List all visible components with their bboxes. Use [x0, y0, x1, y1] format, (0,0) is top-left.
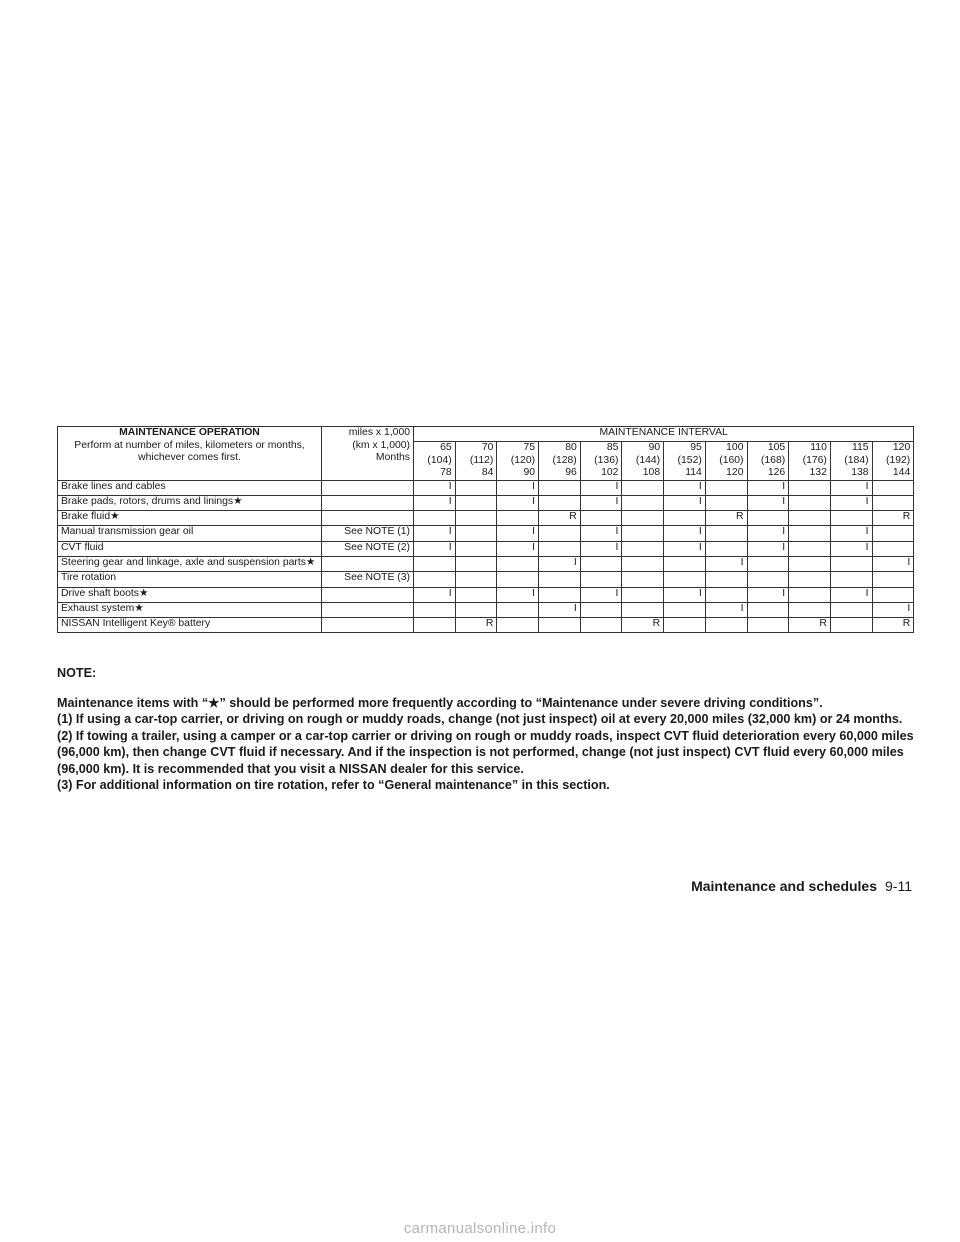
- interval-cell: I: [497, 587, 539, 602]
- interval-cell: [497, 556, 539, 571]
- interval-column-header: [414, 442, 456, 481]
- interval-cell: I: [580, 495, 622, 510]
- maintenance-item: Steering gear and linkage, axle and suspension parts★: [58, 556, 322, 571]
- interval-cell: [497, 602, 539, 617]
- maintenance-item: Exhaust system★: [58, 602, 322, 617]
- interval-km: (104): [427, 454, 452, 466]
- interval-cell: I: [414, 495, 456, 510]
- interval-column-header: [747, 442, 789, 481]
- interval-cell: I: [580, 587, 622, 602]
- operation-title: MAINTENANCE OPERATION: [119, 427, 260, 438]
- section-title: Maintenance and schedules: [691, 878, 878, 894]
- interval-cell: [789, 602, 831, 617]
- interval-cell: [539, 495, 581, 510]
- table-row: [58, 602, 914, 617]
- maintenance-item: Brake lines and cables: [58, 480, 322, 495]
- page-footer: [691, 878, 912, 894]
- interval-cell: [622, 572, 664, 587]
- interval-cell: [539, 572, 581, 587]
- interval-km: (176): [802, 454, 827, 466]
- interval-cell: I: [830, 480, 872, 495]
- item-note-ref: [322, 587, 414, 602]
- interval-cell: [789, 526, 831, 541]
- interval-cell: I: [664, 480, 706, 495]
- interval-column-header: [622, 442, 664, 481]
- interval-miles: 120: [892, 442, 911, 453]
- schedule-body: [58, 480, 914, 633]
- interval-cell: [455, 495, 497, 510]
- interval-column-header: [455, 442, 497, 481]
- interval-cell: [414, 511, 456, 526]
- note-1: (1) If using a car-top carrier, or driving on rough or muddy roads, change (not just inspect) oil at every 20,000 miles (32,000 km) or 24 months.: [57, 712, 903, 726]
- notes-section: [57, 665, 915, 794]
- interval-cell: [622, 587, 664, 602]
- interval-cell: [622, 526, 664, 541]
- interval-cell: [664, 511, 706, 526]
- interval-miles: 75: [523, 442, 536, 453]
- operation-description: Perform at number of miles, kilometers or months, whichever comes first.: [74, 439, 305, 463]
- table-row: [58, 526, 914, 541]
- interval-cell: I: [414, 587, 456, 602]
- interval-cell: [705, 572, 747, 587]
- interval-cell: [622, 495, 664, 510]
- note-severe: Maintenance items with “★” should be performed more frequently according to “Maintenance under severe driving conditions”.: [57, 695, 823, 710]
- watermark[interactable]: carmanualsonline.info: [403, 1220, 557, 1237]
- table-row: [58, 480, 914, 495]
- interval-cell: I: [747, 495, 789, 510]
- interval-miles: 80: [565, 442, 577, 453]
- interval-cell: [497, 511, 539, 526]
- interval-cell: I: [497, 526, 539, 541]
- interval-cell: [539, 618, 581, 633]
- interval-months: 108: [642, 467, 661, 478]
- interval-km: (128): [552, 454, 577, 466]
- interval-cell: I: [747, 480, 789, 495]
- interval-cell: [580, 602, 622, 617]
- interval-cell: [580, 556, 622, 571]
- interval-cell: [872, 587, 914, 602]
- interval-months: 96: [565, 467, 577, 478]
- item-note-ref: See NOTE (3): [322, 572, 414, 587]
- interval-miles: 100: [726, 442, 744, 453]
- interval-cell: [455, 480, 497, 495]
- item-note-ref: [322, 602, 414, 617]
- item-note-ref: [322, 511, 414, 526]
- interval-months: 90: [523, 467, 536, 478]
- table-row: [58, 511, 914, 526]
- interval-km: (112): [469, 454, 494, 466]
- interval-cell: [789, 480, 831, 495]
- interval-cell: [872, 572, 914, 587]
- interval-cell: I: [414, 480, 456, 495]
- interval-miles: 95: [690, 442, 702, 453]
- interval-cell: [789, 511, 831, 526]
- interval-cell: [455, 511, 497, 526]
- interval-cell: [664, 572, 706, 587]
- notes-title: NOTE:: [57, 666, 97, 680]
- interval-cell: [539, 587, 581, 602]
- interval-miles: 90: [648, 442, 661, 453]
- interval-cell: [414, 618, 456, 633]
- interval-km: (144): [635, 454, 661, 466]
- interval-cell: [872, 495, 914, 510]
- maintenance-item: NISSAN Intelligent Key® battery: [58, 618, 322, 633]
- interval-cell: [580, 572, 622, 587]
- interval-cell: I: [747, 587, 789, 602]
- interval-cell: [789, 495, 831, 510]
- interval-cell: [830, 618, 872, 633]
- interval-column-header: [497, 442, 539, 481]
- interval-cell: [497, 572, 539, 587]
- interval-cell: I: [664, 541, 706, 556]
- interval-cell: R: [455, 618, 497, 633]
- interval-cell: I: [872, 556, 914, 571]
- interval-cell: [664, 618, 706, 633]
- interval-cell: [455, 587, 497, 602]
- interval-miles: 115: [851, 442, 869, 453]
- interval-months: 120: [726, 467, 744, 478]
- interval-months: 144: [892, 467, 911, 478]
- maintenance-schedule-table: [57, 426, 914, 633]
- interval-km: (152): [677, 454, 702, 466]
- interval-cell: I: [497, 541, 539, 556]
- interval-cell: R: [789, 618, 831, 633]
- interval-cell: [622, 541, 664, 556]
- interval-cell: R: [872, 511, 914, 526]
- interval-cell: [580, 511, 622, 526]
- interval-miles: 85: [606, 442, 619, 453]
- interval-cell: [705, 541, 747, 556]
- interval-cell: I: [872, 602, 914, 617]
- maintenance-item: Brake pads, rotors, drums and linings★: [58, 495, 322, 510]
- item-note-ref: [322, 618, 414, 633]
- interval-cell: I: [497, 495, 539, 510]
- interval-column-header: [664, 442, 706, 481]
- interval-km: (136): [594, 454, 619, 466]
- interval-cell: [414, 572, 456, 587]
- interval-cell: I: [580, 480, 622, 495]
- interval-cell: [830, 511, 872, 526]
- interval-cell: I: [414, 526, 456, 541]
- interval-cell: [747, 572, 789, 587]
- interval-cell: R: [872, 618, 914, 633]
- interval-km: (184): [844, 454, 869, 466]
- interval-cell: [622, 511, 664, 526]
- interval-title: MAINTENANCE INTERVAL: [414, 427, 914, 442]
- interval-cell: [789, 572, 831, 587]
- interval-cell: I: [414, 541, 456, 556]
- maintenance-item: Drive shaft boots★: [58, 587, 322, 602]
- maintenance-item: Brake fluid★: [58, 511, 322, 526]
- interval-cell: [789, 587, 831, 602]
- interval-cell: I: [664, 526, 706, 541]
- interval-cell: I: [747, 526, 789, 541]
- interval-cell: [455, 541, 497, 556]
- interval-cell: I: [580, 541, 622, 556]
- interval-cell: I: [580, 526, 622, 541]
- interval-km: (120): [510, 454, 536, 466]
- interval-cell: I: [830, 541, 872, 556]
- interval-column-header: [830, 442, 872, 481]
- interval-km: (192): [885, 454, 911, 466]
- interval-cell: [872, 526, 914, 541]
- interval-cell: [664, 556, 706, 571]
- interval-cell: [497, 618, 539, 633]
- interval-cell: [830, 556, 872, 571]
- interval-cell: I: [539, 556, 581, 571]
- interval-months: 78: [440, 467, 452, 478]
- interval-cell: I: [830, 495, 872, 510]
- interval-cell: [872, 480, 914, 495]
- interval-cell: [830, 602, 872, 617]
- maintenance-item: Tire rotation: [58, 572, 322, 587]
- interval-column-header: [580, 442, 622, 481]
- table-row: [58, 541, 914, 556]
- interval-cell: [539, 480, 581, 495]
- interval-column-header: [705, 442, 747, 481]
- note-2: (2) If towing a trailer, using a camper or a car-top carrier or driving on rough or muddy roads, inspect CVT fluid deterioration every 60,000 miles (96,000 km), then change CVT fluid if necessary. And if the inspection is not performed, change (not just inspect) CVT fluid every 60,000 miles (96,000 km). It is recommended that you visit a NISSAN dealer for this service.: [57, 728, 914, 776]
- interval-months: 138: [851, 467, 869, 478]
- interval-cell: [747, 602, 789, 617]
- maintenance-item: CVT fluid: [58, 541, 322, 556]
- interval-cell: I: [497, 480, 539, 495]
- interval-cell: I: [664, 587, 706, 602]
- operation-header: [58, 427, 322, 481]
- interval-cell: [455, 602, 497, 617]
- units-miles: miles x 1,000: [348, 427, 410, 438]
- page-number: 9-11: [885, 878, 912, 894]
- table-row: [58, 618, 914, 633]
- interval-cell: I: [539, 602, 581, 617]
- interval-miles: 105: [767, 442, 786, 453]
- interval-cell: [747, 618, 789, 633]
- interval-cell: [789, 541, 831, 556]
- item-note-ref: See NOTE (2): [322, 541, 414, 556]
- item-note-ref: [322, 480, 414, 495]
- item-note-ref: [322, 495, 414, 510]
- interval-cell: [455, 526, 497, 541]
- note-3: (3) For additional information on tire rotation, refer to “General maintenance” in this section.: [57, 778, 610, 792]
- interval-column-header: [539, 442, 581, 481]
- interval-cell: [622, 480, 664, 495]
- maintenance-item: Manual transmission gear oil: [58, 526, 322, 541]
- interval-cell: [830, 572, 872, 587]
- interval-months: 114: [685, 467, 702, 478]
- interval-cell: I: [705, 602, 747, 617]
- units-km: (km x 1,000): [352, 439, 410, 451]
- interval-cell: I: [705, 556, 747, 571]
- interval-cell: [872, 541, 914, 556]
- table-row: [58, 495, 914, 510]
- interval-cell: [705, 618, 747, 633]
- interval-cell: I: [664, 495, 706, 510]
- interval-cell: [747, 556, 789, 571]
- interval-column-header: [789, 442, 831, 481]
- interval-cell: [705, 480, 747, 495]
- item-note-ref: See NOTE (1): [322, 526, 414, 541]
- interval-cell: [414, 602, 456, 617]
- table-row: [58, 572, 914, 587]
- interval-cell: [705, 587, 747, 602]
- interval-cell: [580, 618, 622, 633]
- interval-cell: [414, 556, 456, 571]
- interval-cell: [705, 526, 747, 541]
- interval-cell: I: [747, 541, 789, 556]
- interval-cell: R: [539, 511, 581, 526]
- interval-column-header: [872, 442, 914, 481]
- interval-km: (160): [719, 454, 744, 466]
- interval-cell: [664, 602, 706, 617]
- interval-cell: [622, 556, 664, 571]
- interval-cell: [455, 572, 497, 587]
- interval-cell: R: [622, 618, 664, 633]
- interval-cell: [705, 495, 747, 510]
- units-months: Months: [375, 452, 410, 463]
- table-row: [58, 587, 914, 602]
- interval-cell: R: [705, 511, 747, 526]
- interval-cell: I: [830, 587, 872, 602]
- interval-cell: [789, 556, 831, 571]
- interval-cell: [747, 511, 789, 526]
- interval-cell: [539, 526, 581, 541]
- item-note-ref: [322, 556, 414, 571]
- interval-cell: I: [830, 526, 872, 541]
- interval-months: 102: [601, 467, 619, 478]
- interval-miles: 70: [481, 442, 494, 453]
- interval-months: 126: [767, 467, 786, 478]
- interval-miles: 110: [810, 442, 827, 453]
- interval-cell: [622, 602, 664, 617]
- table-row: [58, 556, 914, 571]
- interval-cell: [455, 556, 497, 571]
- interval-km: (168): [760, 454, 786, 466]
- units-header: [322, 427, 414, 481]
- interval-months: 84: [481, 467, 494, 478]
- interval-months: 132: [809, 467, 827, 478]
- interval-cell: [539, 541, 581, 556]
- interval-miles: 65: [440, 442, 452, 453]
